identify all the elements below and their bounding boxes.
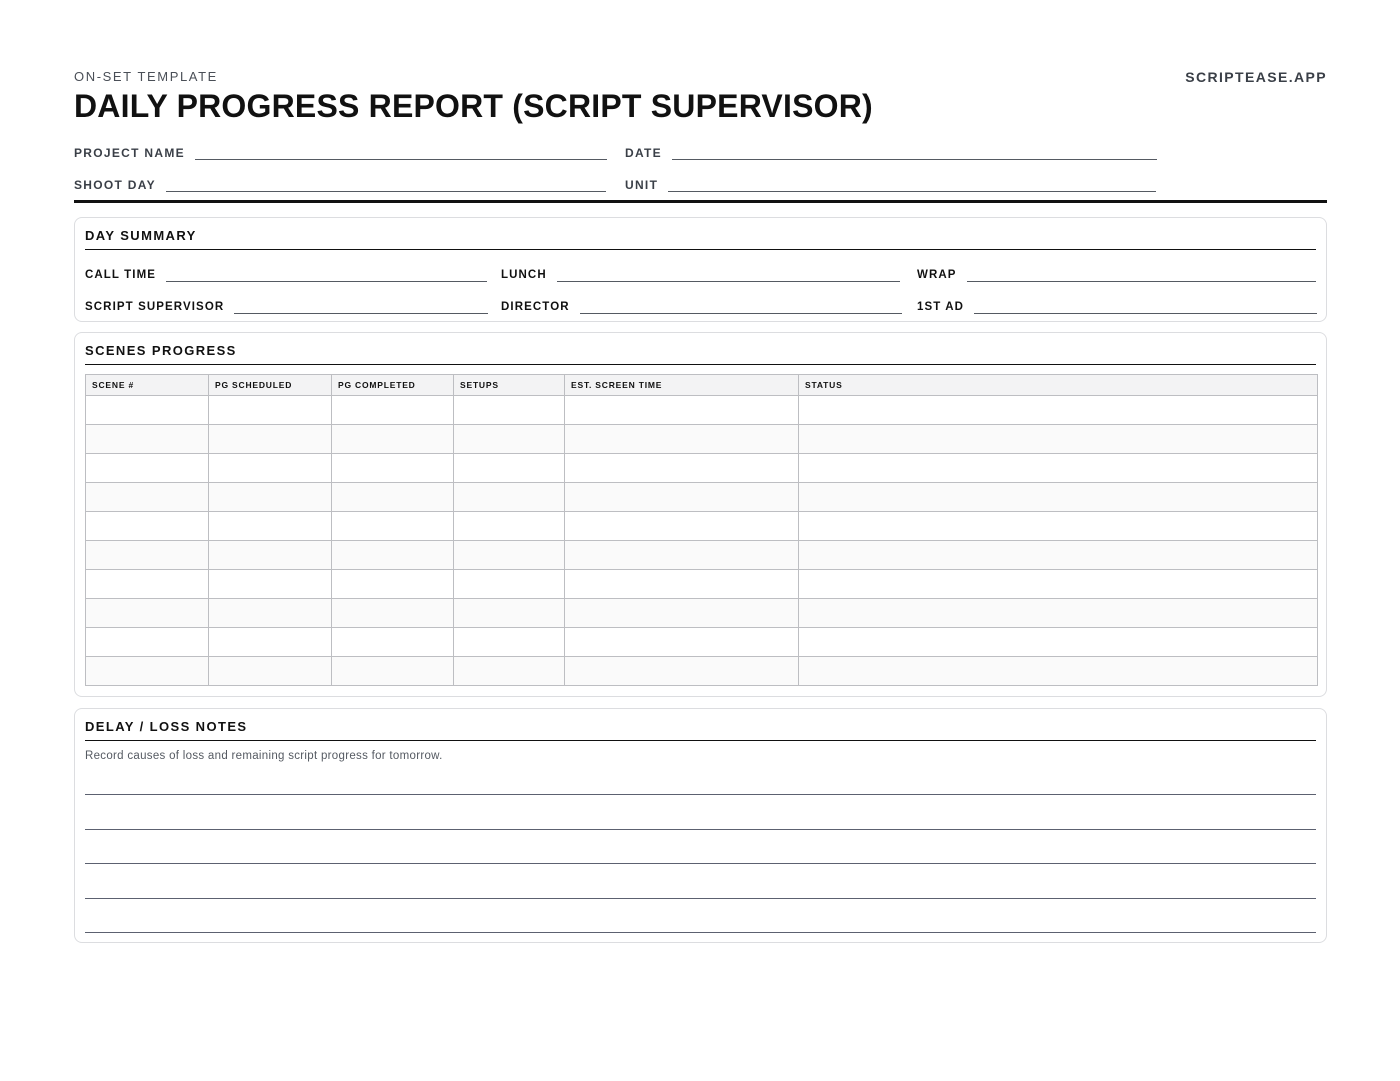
delay-notes-hint: Record causes of loss and remaining script progress for tomorrow. — [85, 750, 443, 762]
table-row — [86, 425, 1318, 454]
table-cell[interactable] — [332, 657, 454, 686]
note-line[interactable] — [85, 863, 1316, 864]
table-cell[interactable] — [86, 541, 209, 570]
date-field[interactable] — [625, 140, 1157, 160]
shoot-day-field[interactable] — [74, 172, 606, 192]
scenes-progress-card — [74, 332, 1327, 697]
table-cell[interactable] — [799, 599, 1318, 628]
table-cell[interactable] — [209, 541, 332, 570]
unit-field[interactable] — [625, 172, 1156, 192]
table-row — [86, 396, 1318, 425]
table-cell[interactable] — [565, 570, 799, 599]
scenes-progress-rule — [85, 364, 1316, 365]
project-name-field[interactable] — [74, 140, 607, 160]
table-cell[interactable] — [454, 483, 565, 512]
table-cell[interactable] — [332, 512, 454, 541]
table-cell[interactable] — [86, 512, 209, 541]
table-cell[interactable] — [565, 396, 799, 425]
first-ad-label: 1ST AD — [917, 301, 965, 313]
table-cell[interactable] — [209, 483, 332, 512]
table-cell[interactable] — [454, 628, 565, 657]
table-cell[interactable] — [209, 425, 332, 454]
col-est-screen-time: EST. SCREEN TIME — [565, 375, 799, 396]
table-cell[interactable] — [332, 570, 454, 599]
table-cell[interactable] — [332, 425, 454, 454]
unit-input-line[interactable] — [668, 191, 1156, 192]
first-ad-input-line[interactable] — [974, 313, 1317, 314]
date-label: DATE — [625, 146, 662, 160]
table-cell[interactable] — [799, 454, 1318, 483]
table-cell[interactable] — [565, 657, 799, 686]
scenes-table-header-row — [86, 375, 1318, 396]
table-cell[interactable] — [86, 628, 209, 657]
table-cell[interactable] — [454, 512, 565, 541]
table-row — [86, 657, 1318, 686]
table-cell[interactable] — [209, 512, 332, 541]
wrap-label: WRAP — [917, 269, 957, 281]
table-cell[interactable] — [332, 396, 454, 425]
day-summary-card — [74, 217, 1327, 322]
table-cell[interactable] — [86, 454, 209, 483]
delay-notes-rule — [85, 740, 1316, 741]
table-cell[interactable] — [799, 483, 1318, 512]
table-cell[interactable] — [332, 541, 454, 570]
table-cell[interactable] — [454, 425, 565, 454]
table-cell[interactable] — [565, 425, 799, 454]
brand-label: SCRIPTEASE.APP — [1185, 69, 1327, 85]
table-row — [86, 599, 1318, 628]
table-cell[interactable] — [209, 657, 332, 686]
table-cell[interactable] — [565, 454, 799, 483]
table-cell[interactable] — [565, 628, 799, 657]
script-supervisor-input-line[interactable] — [234, 313, 488, 314]
table-cell[interactable] — [454, 454, 565, 483]
call-time-label: CALL TIME — [85, 269, 157, 281]
date-input-line[interactable] — [672, 159, 1157, 160]
table-row — [86, 454, 1318, 483]
table-cell[interactable] — [799, 570, 1318, 599]
table-cell[interactable] — [454, 657, 565, 686]
table-cell[interactable] — [454, 541, 565, 570]
table-cell[interactable] — [209, 570, 332, 599]
note-line[interactable] — [85, 829, 1316, 830]
report-header — [74, 0, 1327, 127]
shoot-day-input-line[interactable] — [166, 191, 606, 192]
table-cell[interactable] — [565, 541, 799, 570]
table-cell[interactable] — [86, 396, 209, 425]
day-summary-rule — [85, 249, 1316, 250]
scenes-table — [85, 374, 1318, 686]
table-cell[interactable] — [565, 512, 799, 541]
day-summary-title: DAY SUMMARY — [85, 228, 197, 243]
shoot-day-label: SHOOT DAY — [74, 178, 156, 192]
table-cell[interactable] — [209, 599, 332, 628]
table-row — [86, 483, 1318, 512]
table-cell[interactable] — [799, 396, 1318, 425]
col-scene-number: SCENE # — [86, 375, 209, 396]
unit-label: UNIT — [625, 178, 659, 192]
table-row — [86, 570, 1318, 599]
scenes-table-body — [86, 396, 1318, 686]
project-name-label: PROJECT NAME — [74, 146, 185, 160]
note-line[interactable] — [85, 898, 1316, 899]
table-cell[interactable] — [86, 570, 209, 599]
table-cell[interactable] — [799, 512, 1318, 541]
header-divider — [74, 200, 1327, 203]
call-time-input-line[interactable] — [166, 281, 487, 282]
col-pg-completed: PG COMPLETED — [332, 375, 454, 396]
table-cell[interactable] — [454, 396, 565, 425]
note-line[interactable] — [85, 794, 1316, 795]
template-eyebrow: ON-SET TEMPLATE — [74, 69, 218, 84]
delay-notes-title: DELAY / LOSS NOTES — [85, 719, 248, 734]
note-line[interactable] — [85, 932, 1316, 933]
table-row — [86, 628, 1318, 657]
table-cell[interactable] — [209, 628, 332, 657]
script-supervisor-label: SCRIPT SUPERVISOR — [85, 301, 225, 313]
table-row — [86, 541, 1318, 570]
table-cell[interactable] — [454, 570, 565, 599]
table-cell[interactable] — [454, 599, 565, 628]
first-ad-field[interactable] — [917, 298, 1317, 314]
table-cell[interactable] — [209, 396, 332, 425]
table-cell[interactable] — [799, 628, 1318, 657]
lunch-label: LUNCH — [501, 269, 547, 281]
table-row — [86, 512, 1318, 541]
table-cell[interactable] — [209, 454, 332, 483]
director-field[interactable] — [501, 298, 902, 314]
page-title: DAILY PROGRESS REPORT (SCRIPT SUPERVISOR) — [74, 88, 873, 124]
table-cell[interactable] — [332, 599, 454, 628]
table-cell[interactable] — [332, 483, 454, 512]
col-status: STATUS — [799, 375, 1318, 396]
table-cell[interactable] — [86, 425, 209, 454]
col-setups: SETUPS — [454, 375, 565, 396]
table-cell[interactable] — [332, 628, 454, 657]
director-label: DIRECTOR — [501, 301, 570, 313]
table-cell[interactable] — [799, 657, 1318, 686]
wrap-input-line[interactable] — [967, 281, 1316, 282]
script-supervisor-field[interactable] — [85, 298, 488, 314]
director-input-line[interactable] — [580, 313, 902, 314]
table-cell[interactable] — [86, 657, 209, 686]
table-cell[interactable] — [565, 483, 799, 512]
table-cell[interactable] — [799, 425, 1318, 454]
table-cell[interactable] — [86, 599, 209, 628]
wrap-field[interactable] — [917, 266, 1316, 282]
table-cell[interactable] — [799, 541, 1318, 570]
table-cell[interactable] — [86, 483, 209, 512]
call-time-field[interactable] — [85, 266, 487, 282]
scenes-progress-title: SCENES PROGRESS — [85, 343, 237, 358]
report-page — [74, 0, 1327, 127]
col-pg-scheduled: PG SCHEDULED — [209, 375, 332, 396]
delay-notes-card — [74, 708, 1327, 943]
lunch-field[interactable] — [501, 266, 900, 282]
table-cell[interactable] — [332, 454, 454, 483]
lunch-input-line[interactable] — [557, 281, 900, 282]
table-cell[interactable] — [565, 599, 799, 628]
project-name-input-line[interactable] — [195, 159, 607, 160]
